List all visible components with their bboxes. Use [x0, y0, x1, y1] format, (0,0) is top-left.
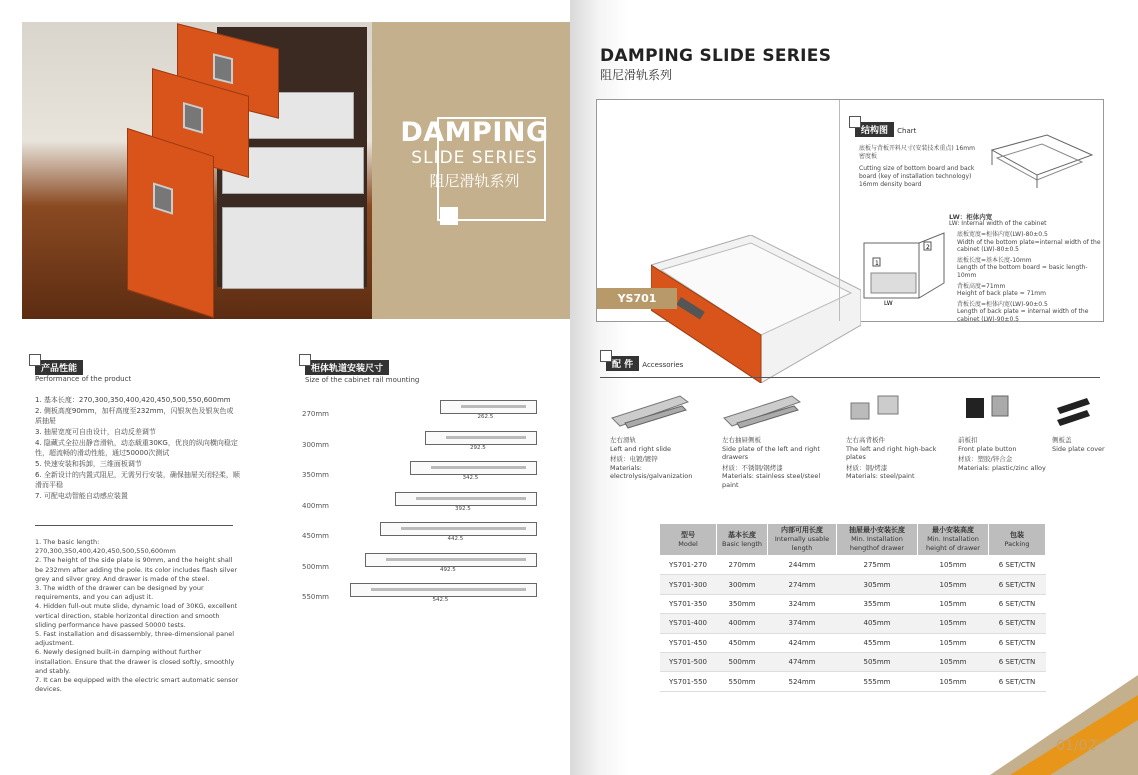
diagram-label: 2 — [926, 244, 930, 251]
table-cell: 6 SET/CTN — [989, 672, 1046, 691]
table-cell: 324mm — [768, 594, 837, 613]
table-cell: 275mm — [837, 556, 918, 575]
lw-label-cn: LW：柜体内宽 — [949, 213, 993, 221]
mount-row-label: 500mm — [302, 562, 329, 571]
decor-square — [440, 207, 458, 225]
table-header — [989, 524, 1046, 556]
rail-dimension: 342.5 — [462, 475, 479, 481]
accessory-mat-en: Materials: electrolysis/galvanization — [610, 463, 693, 480]
table-cell: 270mm — [717, 556, 768, 575]
diagram-label: 1 — [875, 260, 879, 267]
mount-row-label: 300mm — [302, 440, 329, 449]
drawer-front — [127, 128, 214, 318]
table-cell: 105mm — [918, 614, 989, 633]
table-cell: 405mm — [837, 614, 918, 633]
table-cell: 6 SET/CTN — [989, 652, 1046, 671]
table-row — [660, 633, 1046, 652]
accessory-mat-cn: 材质：塑胶/锌合金 — [958, 455, 1013, 463]
accessory-cn: 侧板盖 — [1052, 436, 1072, 444]
accessories-heading: 配 件 Accessories — [606, 356, 683, 371]
mount-row-label: 550mm — [302, 593, 329, 601]
rail-bar — [401, 527, 526, 530]
rail-dimension: 442.5 — [447, 536, 464, 542]
drawer-side — [222, 207, 364, 289]
performance-item-en: 3. The width of the drawer can be designed by your requirements, and you can adjust it. — [35, 584, 204, 602]
table-header-cn: 包装 — [1010, 530, 1024, 539]
table-row — [660, 614, 1046, 633]
performance-item-en: 1. The basic length: 270,300,350,400,420,450,500,550,600mm — [35, 538, 176, 556]
accessory-en: Front plate button — [958, 444, 1017, 453]
accessory-mat-cn: 材质：电镀/镀锌 — [610, 455, 658, 463]
section-icon — [600, 350, 612, 362]
mounting-heading: 柜体轨道安装尺寸 — [305, 360, 389, 375]
performance-item-en: 4. Hidden full-out mute slide, dynamic load of 30KG, excellent vertical direction, stable horizontal direction and smooth sliding performance have passed 50000 tests. — [35, 602, 238, 629]
accessory-cn: 左右滑轨 — [610, 436, 636, 444]
table-cell: 374mm — [768, 614, 837, 633]
performance-item-en: 6. Newly designed built-in damping without further installation. Ensure that the drawer is closed softly, smoothly and stably. — [35, 648, 235, 675]
table-header-en: Internally usable length — [774, 535, 830, 552]
page-number-suffix: 页码 — [1093, 739, 1106, 746]
rail-dimension: 292.5 — [470, 444, 486, 451]
table-cell: 6 SET/CTN — [989, 575, 1046, 594]
chart-notes — [957, 228, 1102, 324]
accessory-item — [846, 388, 956, 481]
table-row — [660, 672, 1046, 691]
hero-photo — [22, 22, 372, 319]
performance-item-cn: 3. 抽屉宽度可自由设计，自动反差调节 — [35, 428, 156, 436]
performance-item-cn: 7. 可配电动智能自动感应装置 — [35, 492, 128, 500]
table-cell: YS701-400 — [660, 614, 717, 633]
rail-drawing — [425, 431, 537, 445]
table-cell: 105mm — [918, 556, 989, 575]
chart-note: Width of the bottom plate=internal width of the cabinet (LW)-80±0.5 — [957, 238, 1101, 254]
rail-bar — [371, 588, 526, 591]
rail-bar — [386, 558, 526, 561]
accessory-mat-en: Materials: plastic/zinc alloy — [958, 463, 1046, 472]
rail-bar — [416, 497, 526, 500]
accessory-cn: 左右高背板件 — [846, 436, 885, 444]
rail-dimension: 392.5 — [455, 505, 471, 512]
table-header — [918, 524, 989, 556]
table-cell: 274mm — [768, 575, 837, 594]
table-row — [660, 556, 1046, 575]
performance-list-cn — [35, 395, 240, 502]
divider — [35, 525, 233, 526]
hero-title-cn: 阻尼滑轨系列 — [429, 172, 520, 190]
table-cell: 105mm — [918, 594, 989, 613]
accessory-item — [610, 388, 720, 481]
mount-row-label: 400mm — [302, 501, 329, 510]
table-cell: 450mm — [717, 633, 768, 652]
rail-drawing — [395, 492, 537, 506]
table-cell: 350mm — [717, 594, 768, 613]
accessory-mat-cn: 材质：钢/烤漆 — [846, 463, 888, 472]
performance-subheading: Performance of the product — [35, 375, 132, 383]
mount-row-label: 450mm — [302, 532, 329, 540]
table-cell: 305mm — [837, 575, 918, 594]
table-header-en: Packing — [1004, 539, 1030, 548]
table-cell: YS701-450 — [660, 633, 717, 652]
rail-bar — [446, 436, 526, 439]
accessory-en: Side plate cover — [1052, 444, 1105, 453]
hero-title-line2: SLIDE SERIES — [411, 148, 538, 168]
table-cell: 524mm — [768, 672, 837, 691]
accessory-en: Left and right slide — [610, 444, 672, 453]
lw-label-en: LW: Internal width of the cabinet — [949, 220, 1047, 227]
rail-dimension: 262.5 — [477, 414, 494, 420]
chart-heading: 结构图 Chart — [855, 122, 916, 137]
rail-drawing — [410, 461, 537, 475]
performance-heading: 产品性能 — [35, 360, 83, 375]
table-header-en: Min. Installation hengthof drawer — [849, 535, 905, 552]
chart-note: 背板高度=71mm — [957, 282, 1006, 290]
diagram-label: LW — [884, 300, 893, 306]
performance-item-cn: 1. 基本长度：270,300,350,400,420,450,500,550,600mm — [35, 396, 231, 404]
chart-note: 背板长度=柜体内宽(LW)-90±0.5 — [957, 300, 1048, 308]
performance-list-en — [35, 538, 240, 694]
chart-note: Length of back plate = internal width of the cabinet (LW)-90±0.5 — [957, 308, 1089, 323]
hero-title — [387, 117, 562, 191]
table-cell: 105mm — [918, 652, 989, 671]
table-cell: 474mm — [768, 652, 837, 671]
accessory-image — [722, 388, 832, 436]
accessory-cn: 前板扣 — [958, 436, 978, 444]
performance-item-cn: 4. 隐藏式全拉出静音滑轨，动态载重30KG，优良的纵向横向稳定性，超流畅的滑动性能，通过50000次测试 — [35, 439, 238, 457]
table-header-cn: 最小安装高度 — [932, 526, 974, 534]
chart-note-cn: 底板与背板开料尺寸(安装技术重点) 16mm密度板 — [859, 145, 975, 160]
assembly-diagram — [987, 130, 1097, 190]
rail-bar — [431, 466, 526, 469]
page-number: 01/02 — [1056, 738, 1097, 754]
divider — [839, 100, 840, 321]
accessory-mat-en: Materials: stainless steel/steel paint — [722, 472, 821, 489]
right-page — [570, 0, 1138, 775]
performance-item-en: 2. The height of the side plate is 90mm, and the height shall be 232mm after adding the pole. Its color includes flash silver grey and silver grey. And drawer is made of the steel. — [35, 556, 238, 583]
accessory-item — [1052, 388, 1138, 455]
accessory-mat-en: Materials: steel/paint — [846, 472, 915, 480]
table-cell: 105mm — [918, 575, 989, 594]
table-row — [660, 652, 1046, 671]
accessory-mat-cn: 材质：不锈钢/钢烤漆 — [722, 463, 783, 472]
divider — [600, 377, 1100, 378]
table-header-cn: 基本长度 — [728, 530, 756, 539]
accessory-cn: 左右抽屉侧板 — [722, 436, 761, 444]
table-cell: 6 SET/CTN — [989, 556, 1046, 575]
table-header — [837, 524, 918, 556]
table-cell: 105mm — [918, 672, 989, 691]
product-box — [596, 99, 1104, 322]
table-cell: 244mm — [768, 556, 837, 575]
table-cell: 424mm — [768, 633, 837, 652]
accessory-en: Side plate of the left and right drawers — [722, 444, 820, 461]
table-row — [660, 594, 1046, 613]
table-cell: 555mm — [837, 672, 918, 691]
page-title: DAMPING SLIDE SERIES — [600, 46, 832, 66]
table-header-en: Model — [678, 539, 698, 548]
cabinet-diagram — [859, 228, 949, 306]
accessory-item — [722, 388, 832, 489]
model-badge: YS701 — [597, 288, 677, 309]
mounting-subheading: Size of the cabinet rail mounting — [305, 376, 420, 384]
chart-note: 底板宽度=柜体内宽(LW)-80±0.5 — [957, 231, 1048, 238]
performance-item-en: 7. It can be equipped with the electric smart automatic sensor devices. — [35, 676, 239, 694]
corner-decoration — [990, 675, 1138, 775]
table-header-en: Min. Installation height of drawer — [926, 535, 980, 552]
rail-drawing — [380, 522, 537, 536]
hero-banner — [22, 22, 570, 319]
table-cell: 6 SET/CTN — [989, 614, 1046, 633]
table-cell: YS701-550 — [660, 672, 717, 691]
accessory-image — [846, 388, 956, 436]
rail-drawing — [365, 553, 537, 567]
accessory-en: The left and right high-back plates — [846, 444, 937, 461]
table-cell: 500mm — [717, 652, 768, 671]
mount-row-label: 350mm — [302, 471, 329, 479]
spec-table — [659, 523, 1046, 692]
table-cell: 300mm — [717, 575, 768, 594]
table-header-en: Basic length — [722, 539, 762, 548]
performance-item-en: 5. Fast installation and disassembly, three-dimensional panel adjustment. — [35, 630, 235, 648]
rail-dimension: 542.5 — [432, 597, 449, 603]
table-cell: 505mm — [837, 652, 918, 671]
section-icon — [849, 116, 861, 128]
accessory-image — [1052, 388, 1138, 436]
rail-bar — [461, 405, 526, 408]
section-icon — [299, 354, 311, 366]
table-header — [768, 524, 837, 556]
chart-note: Length of the bottom board = basic length-10mm — [957, 264, 1088, 279]
chart-note: Height of back plate = 71mm — [957, 290, 1046, 298]
table-cell: 105mm — [918, 633, 989, 652]
page-title-cn: 阻尼滑轨系列 — [600, 68, 673, 82]
rail-drawing — [350, 583, 537, 597]
table-header — [660, 524, 717, 556]
performance-item-cn: 5. 快速安装和拆卸，三维面板调节 — [35, 460, 142, 468]
table-cell: YS701-300 — [660, 575, 717, 594]
table-header-cn: 抽屉最小安装长度 — [849, 526, 905, 534]
table-cell: 6 SET/CTN — [989, 594, 1046, 613]
table-cell: 400mm — [717, 614, 768, 633]
table-cell: YS701-500 — [660, 652, 717, 671]
table-cell: YS701-270 — [660, 556, 717, 575]
table-cell: YS701-350 — [660, 594, 717, 613]
accessory-image — [610, 388, 720, 436]
section-icon — [29, 354, 41, 366]
rail-drawing — [440, 400, 537, 414]
mount-row-label: 270mm — [302, 410, 329, 418]
table-cell: 6 SET/CTN — [989, 633, 1046, 652]
chart-note-en: Cutting size of bottom board and back board (key of installation technology) 16mm density board — [859, 165, 975, 188]
performance-item-cn: 6. 全新设计的内置式阻尼，无需另行安装，确保抽屉关闭轻柔，顺滑而平稳 — [35, 471, 240, 489]
table-cell: 550mm — [717, 672, 768, 691]
hero-title-line1: DAMPING — [400, 117, 549, 148]
table-row — [660, 575, 1046, 594]
table-cell: 455mm — [837, 633, 918, 652]
table-header — [717, 524, 768, 556]
chart-note: 底板长度=基本长度-10mm — [957, 256, 1032, 264]
table-cell: 355mm — [837, 594, 918, 613]
performance-item-cn: 2. 侧板高度90mm，加杆高度至232mm，闪银灰色及银灰色或质抽屉 — [35, 407, 234, 425]
table-header-cn: 型号 — [681, 530, 695, 539]
table-header-cn: 内部可用长度 — [781, 526, 823, 534]
rail-dimension: 492.5 — [440, 566, 456, 573]
